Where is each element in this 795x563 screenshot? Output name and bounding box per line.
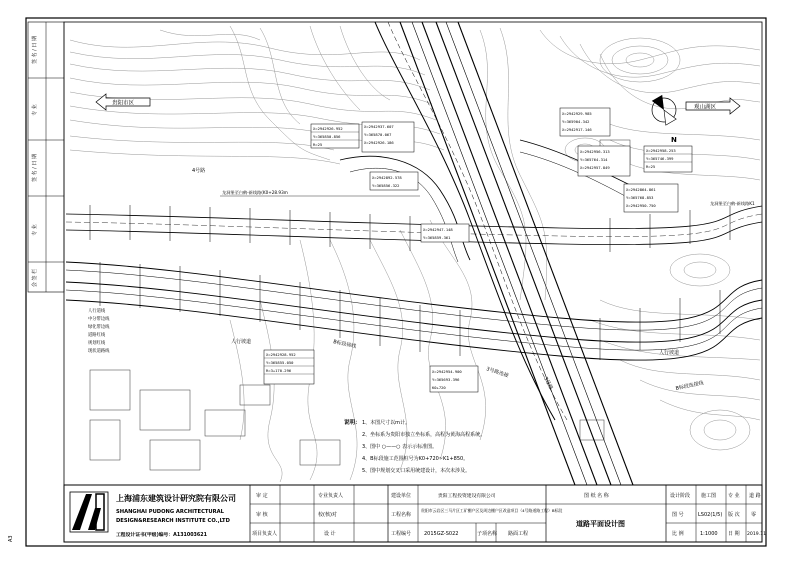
legend-item-6: 现状道路线 <box>88 349 110 354</box>
coord-box-3 <box>370 172 418 190</box>
notes-heading: 说明： <box>344 420 361 426</box>
coord-box-4-y: Y=365859.361 <box>423 235 451 240</box>
coord-box-3-y: Y=365856.322 <box>372 183 400 188</box>
company-name-cn: 上海浦东建筑设计研究院有限公司 <box>116 494 236 503</box>
line-b-right-label: B标段连接线 <box>675 380 705 392</box>
tb-review-label: 审 定 <box>256 493 268 499</box>
coord-box-7-x: X=2942958.253 <box>646 148 676 153</box>
tb-project-label: 工程名称 <box>391 512 412 518</box>
tb-verify-label: 校(核)对 <box>318 512 337 518</box>
coord-box-7-y: Y=365746.399 <box>646 156 674 161</box>
road3-label: 3号路连接 <box>485 366 510 380</box>
tb-check-label: 审 核 <box>256 512 268 518</box>
coord-box-7-tail: R=25 <box>646 164 656 169</box>
road-3 <box>340 22 640 420</box>
note-1: 1、本图尺寸以m计。 <box>362 420 411 426</box>
tb-scale-label: 比 例 <box>672 531 684 537</box>
company-cert: 工程设计证书(甲级)编号：A131003621 <box>116 533 207 538</box>
coord-box-1 <box>311 124 359 148</box>
tb-version: 零 <box>751 512 757 518</box>
signature-strip <box>28 22 64 292</box>
coord-box-10-tail: K0+720 <box>432 385 446 390</box>
coord-box-1-x: X=2942926.952 <box>313 126 343 131</box>
tb-subitem: 路面工程 <box>508 531 529 537</box>
note-4: 4、B标段施工范围桩号为K0+720~K1+850。 <box>362 456 469 462</box>
rail-label-right: 龙洞堡至白鹤-新线路K1 <box>710 201 755 206</box>
paper-size: A3 <box>8 535 14 542</box>
coord-box-4-x: X=2942947.148 <box>423 227 453 232</box>
coord-box-8-tail: X=2942950.750 <box>626 203 656 208</box>
note-3: 3、图中 ○——○ 表示示标准图。 <box>362 444 438 450</box>
tb-version-label: 版 次 <box>728 512 740 518</box>
coord-box-10-y: Y=365693.396 <box>432 377 460 382</box>
road4-label: 4号路 <box>192 168 206 174</box>
coord-box-5-x: X=2942929.985 <box>562 111 592 116</box>
note-5: 5、图中规划交叉口采用统建设计，本次未涉及。 <box>362 468 471 474</box>
coord-box-10-x: X=2942954.900 <box>432 369 462 374</box>
line-b-left-label: B标段接线 <box>332 339 357 350</box>
rail-corridor <box>400 22 633 485</box>
legend-item-3: 绿化带边线 <box>88 325 110 330</box>
coord-box-2-tail: X=2942926.186 <box>364 140 394 145</box>
legend-item-2: 中分带边线 <box>88 317 110 322</box>
tb-project-no-label: 工程编号 <box>391 531 412 537</box>
walkway-right-label: 人行坡道 <box>659 350 680 356</box>
coord-box-8-x: X=2942864.861 <box>626 187 656 192</box>
tb-scale: 1:1000 <box>700 531 718 537</box>
coord-box-10 <box>430 366 478 392</box>
company-logo <box>70 492 108 532</box>
tb-date-label: 日 期 <box>728 531 740 537</box>
coord-box-1-tail: R=25 <box>313 142 323 147</box>
legend-item-4: 道路红线 <box>88 333 106 338</box>
road-4 <box>66 206 762 360</box>
coord-box-5-tail: X=2942917.146 <box>562 127 592 132</box>
left-legend <box>88 307 110 354</box>
tb-design-stage-label: 设计阶段 <box>670 493 691 499</box>
tb-major-lead-label: 专业负责人 <box>318 493 344 499</box>
contour-lines <box>70 26 760 482</box>
direction-arrow-right <box>686 98 740 114</box>
coord-box-9-tail: R=3+170.296 <box>266 368 292 373</box>
coord-box-4 <box>421 224 469 242</box>
coord-box-2 <box>362 122 414 152</box>
map-frame <box>64 22 762 485</box>
tb-drawing-name: 道路平面设计图 <box>576 520 625 528</box>
coord-box-6-x: X=2942956.313 <box>580 149 610 154</box>
tb-drawing-no-label: 图 号 <box>672 512 684 518</box>
company-name-en2: DESIGN&RESEARCH INSTITUTE CO.,LTD <box>116 518 230 524</box>
road3-short-label: 3号路 <box>542 376 554 391</box>
coord-box-8 <box>624 184 678 212</box>
north-arrow-icon <box>652 95 677 144</box>
tb-drawing-name-label: 图 纸 名 称 <box>584 493 609 499</box>
coord-box-6-tail: X=2942957.849 <box>580 165 610 170</box>
coord-box-5-y: Y=365904.342 <box>562 119 590 124</box>
coord-box-6 <box>578 146 630 176</box>
coord-box-6-y: Y=365764.314 <box>580 157 608 162</box>
side-label-2: 专 业 <box>32 104 38 116</box>
coord-box-5 <box>560 108 610 136</box>
company-name-en1: SHANGHAI PUDONG ARCHITECTURAL <box>116 509 224 515</box>
tb-project-no: 2015GZ-S022 <box>424 531 459 537</box>
legend-item-1: 人行道线 <box>88 309 106 314</box>
tb-design-stage: 施工图 <box>701 493 717 499</box>
coord-box-9-x: X=2942928.952 <box>266 352 296 357</box>
rail-label-left: 龙洞堡至白鹤-新线路(K0+28.93m <box>222 190 288 195</box>
tb-date: 2019.11 <box>747 532 766 537</box>
tb-client-label: 建设单位 <box>391 493 412 499</box>
coord-box-3-x: X=2942892.578 <box>372 175 402 180</box>
coord-box-2-x: X=2942937.607 <box>364 124 394 129</box>
tb-project-lead-label: 项目负责人 <box>252 531 278 537</box>
direction-right-label: 观山湖区 <box>694 104 717 111</box>
coord-box-8-y: Y=365768.853 <box>626 195 654 200</box>
side-label-1: 签 名 / 日 期 <box>32 35 38 65</box>
coord-box-9 <box>264 350 314 384</box>
side-label-5: 会 签 栏 <box>32 268 38 288</box>
tb-design-label: 设 计 <box>324 531 336 537</box>
coord-box-7 <box>644 146 692 172</box>
direction-arrow-left <box>96 94 150 110</box>
note-2: 2、坐标系为贵阳市独立坐标系，高程为黄海高程系统。 <box>362 432 486 438</box>
side-label-3: 签 名 / 日 期 <box>32 153 38 183</box>
coord-box-1-y: Y=365850.856 <box>313 134 341 139</box>
notes-block <box>344 418 485 474</box>
north-label: N <box>671 136 677 144</box>
legend-item-5: 规划红线 <box>88 341 106 346</box>
tb-major: 道 路 <box>749 493 761 499</box>
direction-left-label: 贵阳市区 <box>112 100 135 107</box>
tb-project-text: 贵阳市云岩区三马片区工矿棚户区及周边棚户区改造项目（4号路道路工程）B标段 <box>421 508 563 513</box>
coord-box-9-y: Y=365855.050 <box>266 360 294 365</box>
outer-frame <box>26 18 766 546</box>
coord-box-2-y: Y=365870.067 <box>364 132 392 137</box>
tb-project <box>421 508 562 513</box>
walkway-left-label: 人行坡道 <box>231 339 252 345</box>
tb-drawing-no: LS02(1/5) <box>698 512 723 518</box>
tb-major-label: 专 业 <box>728 493 740 499</box>
tb-client: 贵阳工程投资建设有限公司 <box>438 494 496 499</box>
tb-subitem-label: 子项名称 <box>477 531 498 537</box>
side-label-4: 专 业 <box>32 224 38 236</box>
